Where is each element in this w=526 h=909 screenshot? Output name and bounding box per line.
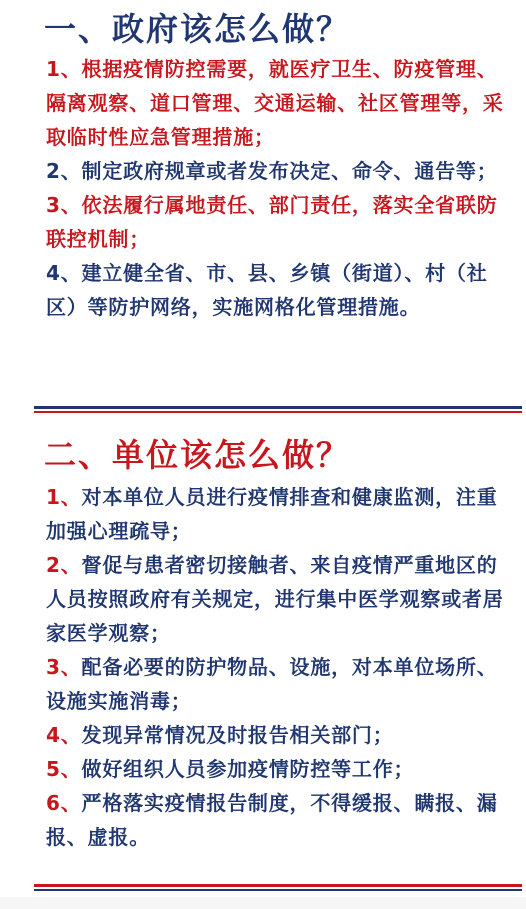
section-divider <box>34 884 522 892</box>
government-measure-3 <box>46 188 516 256</box>
measure-text: 建立健全省、市、县、乡镇（街道）、村（社区）等防护网络，实施网格化管理措施。 <box>46 261 488 319</box>
organization-measure-4 <box>46 718 516 752</box>
bottom-strip <box>0 897 526 909</box>
measure-number: 4、 <box>46 261 82 285</box>
organization-measures-list <box>46 480 516 854</box>
measure-number: 4、 <box>46 723 82 747</box>
organization-measure-1 <box>46 480 516 548</box>
measure-text: 对本单位人员进行疫情排查和健康监测，注重加强心理疏导； <box>46 485 498 543</box>
measure-text: 发现异常情况及时报告相关部门； <box>81 723 394 747</box>
government-measure-1 <box>46 52 516 154</box>
measure-text: 根据疫情防控需要，就医疗卫生、防疫管理、隔离观察、道口管理、交通运输、社区管理等，采取临时性应急管理措施； <box>46 57 504 149</box>
measure-text: 做好组织人员参加疫情防控等工作； <box>81 757 415 781</box>
government-measure-4 <box>46 256 516 324</box>
government-section <box>0 0 526 410</box>
government-measure-2 <box>46 154 516 188</box>
government-section-title: 一、政府该怎么做？ <box>44 10 351 48</box>
measure-number: 5、 <box>46 757 82 781</box>
divider-line <box>34 406 522 409</box>
divider-line <box>34 411 522 413</box>
measure-number: 1、 <box>46 57 82 81</box>
measure-text: 配备必要的防护物品、设施，对本单位场所、设施实施消毒； <box>46 655 498 713</box>
measure-text: 督促与患者密切接触者、来自疫情严重地区的人员按照政府有关规定，进行集中医学观察或者居家医学观察； <box>46 553 504 645</box>
organization-measure-6 <box>46 786 516 854</box>
divider-line <box>34 889 522 891</box>
measure-number: 6、 <box>46 791 82 815</box>
measure-number: 2、 <box>46 159 82 183</box>
organization-measure-2 <box>46 548 516 650</box>
organization-section <box>0 422 526 892</box>
measure-number: 3、 <box>46 193 82 217</box>
measure-text: 严格落实疫情报告制度，不得缓报、瞒报、漏报、虚报。 <box>46 791 498 849</box>
measure-text: 制定政府规章或者发布决定、命令、通告等； <box>81 159 498 183</box>
divider-line <box>34 884 522 887</box>
section-divider <box>34 406 522 414</box>
government-measures-list <box>46 52 516 324</box>
organization-measure-3 <box>46 650 516 718</box>
organization-section-title: 二、单位该怎么做？ <box>44 436 351 474</box>
measure-number: 1、 <box>46 485 82 509</box>
organization-measure-5 <box>46 752 516 786</box>
measure-number: 2、 <box>46 553 82 577</box>
measure-number: 3、 <box>46 655 82 679</box>
measure-text: 依法履行属地责任、部门责任，落实全省联防联控机制； <box>46 193 498 251</box>
